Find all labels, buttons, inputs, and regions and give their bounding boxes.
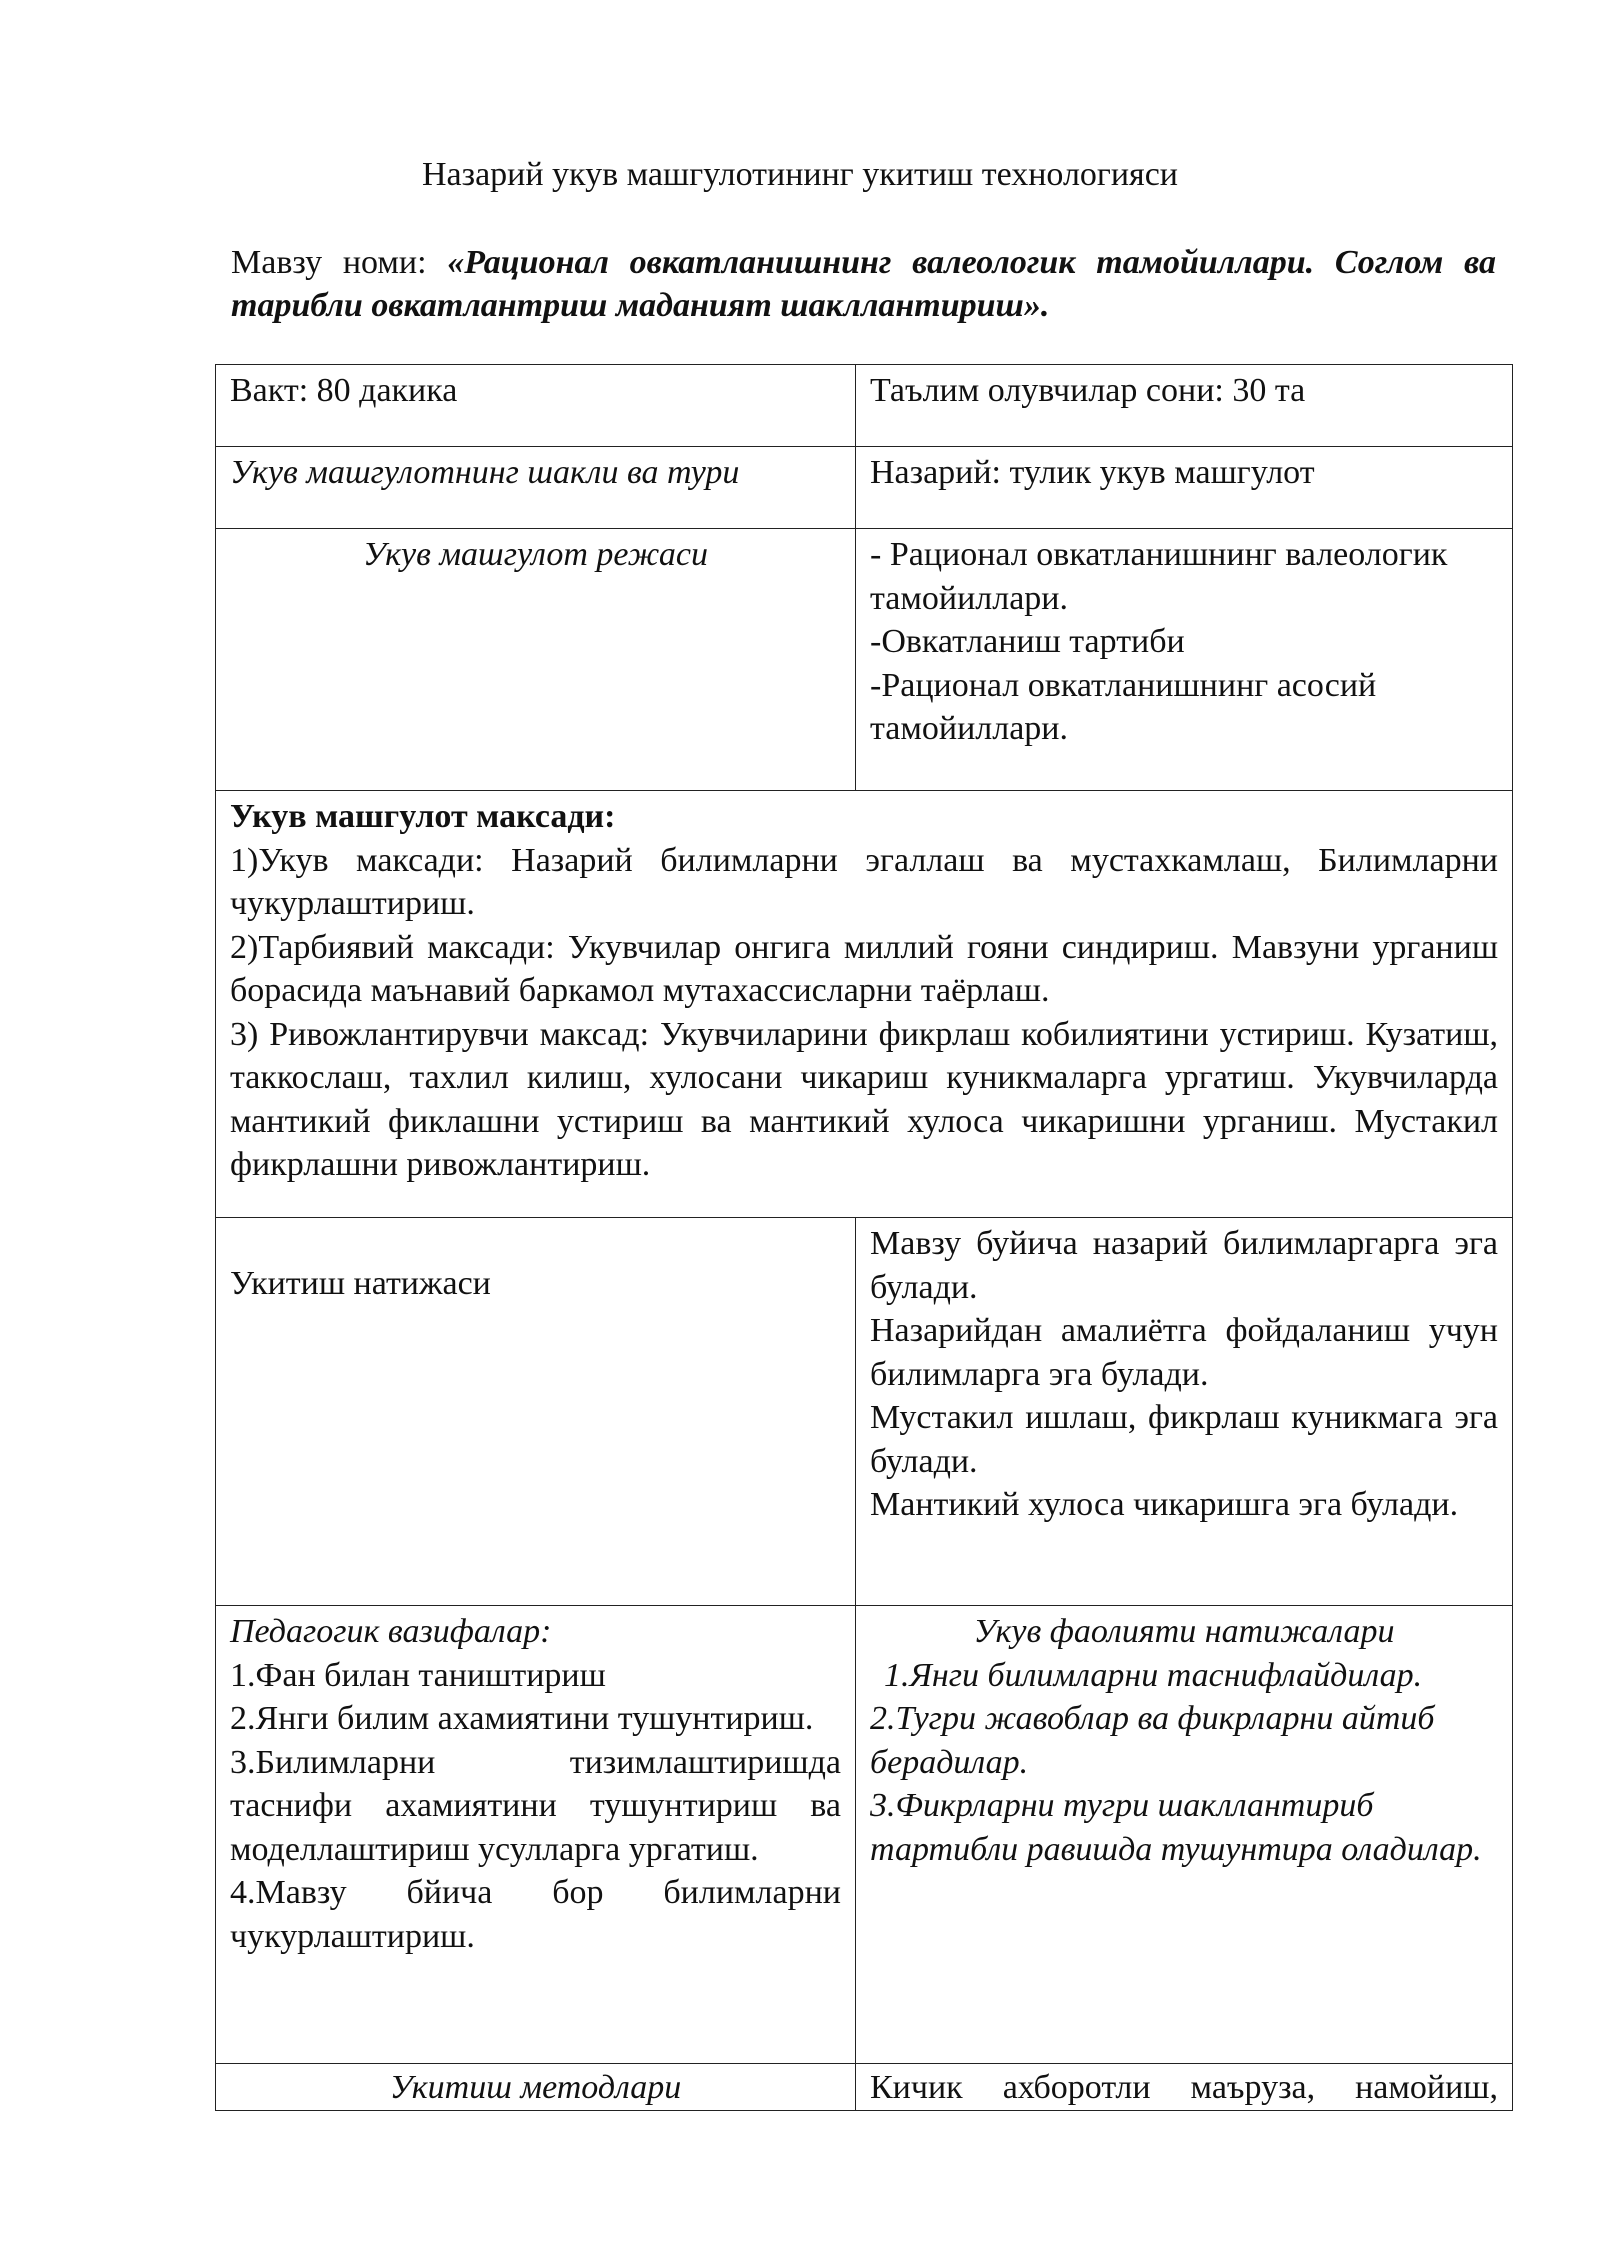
table-row [216,1218,1513,1606]
activity-result-item: 3.Фикрларни тугри шакллантириб тартибли равишда тушунтира оладилар. [870,1787,1482,1868]
activity-results-heading: Укув фаолияти натижалари [973,1613,1395,1650]
table-row [216,1606,1513,2064]
pedagogic-tasks-cell [216,1606,856,2064]
table-row [216,365,1513,447]
topic-name: «Рационал овкатланишнинг валеологик тамойиллари. Соглом ва тарибли овкатлантриш маданият шакллантириш». [231,244,1497,324]
pedagogic-task-item: 2.Янги билим ахамиятини тушунтириш. [230,1700,814,1737]
activity-result-item: 1.Янги билимларни таснифлайдилар. [884,1656,1423,1694]
activity-results-cell [856,1606,1513,2064]
form-value-cell: Назарий: тулик укув машгулот [856,447,1513,529]
result-label: Укитиш натижаси [230,1265,491,1302]
lesson-plan-table [215,364,1513,2111]
result-item: Мантикий хулоса чикаришга эга булади. [870,1486,1459,1523]
table-row [216,2064,1513,2111]
plan-item: -Овкатланиш тартиби [870,623,1185,660]
result-item: Назарийдан амалиётга фойдаланиш учун билимларга эга булади. [870,1312,1498,1393]
plan-label-cell: Укув машгулот режаси [216,529,856,791]
result-item: Мустакил ишлаш, фикрлаш куникмага эга булади. [870,1399,1498,1480]
pedagogic-tasks-heading: Педагогик вазифалар: [230,1613,552,1650]
time-cell: Вакт: 80 дакика [216,365,856,447]
topic-label: Мавзу номи: [231,244,427,281]
pedagogic-task-item: 3.Билимларни тизимлаштиришда таснифи ахамиятини тушунтириш ва моделлаштириш усулларга ургатиш. [230,1743,841,1868]
goal-item: 3) Ривожлантирувчи максад: Укувчиларини фикрлаш кобилиятини устириш. Кузатиш, таккослаш, тахлил килиш, хулосани чикариш куникмаларга ургатиш. Укувчиларда мантикий фиклашни устириш ва мантикий хулоса чикаришни урганиш. Мустакил фикрлашни ривожлантириш. [230,1015,1498,1183]
goal-item: 1)Укув максади: Назарий билимларни эгаллаш ва мустахкамлаш, Билимларни чукурлаштириш. [230,841,1498,922]
table-row [216,791,1513,1218]
methods-label-cell: Укитиш методлари [216,2064,856,2111]
form-label-cell: Укув машгулотнинг шакли ва тури [216,447,856,529]
plan-items-cell [856,529,1513,791]
result-items-cell [856,1218,1513,1606]
pedagogic-task-item: 4.Мавзу бйича бор билимларни чукурлаштириш. [230,1874,841,1955]
methods-value-cell: Кичик ахборотли маъруза, намойиш, [856,2064,1513,2111]
page-title: Назарий укув машгулотининг укитиш технологияси [422,156,1178,193]
activity-result-item: 2.Тугри жавоблар ва фикрларни айтиб берадилар. [870,1700,1435,1781]
table-row [216,529,1513,791]
pedagogic-task-item: 1.Фан билан таништириш [230,1656,606,1694]
table-row [216,447,1513,529]
plan-item: -Рационал овкатланишнинг асосий тамойиллари. [870,666,1377,747]
goals-heading: Укув машгулот максади: [230,798,616,835]
students-cell: Таълим олувчилар сони: 30 та [856,365,1513,447]
goals-cell [216,791,1513,1218]
goal-item: 2)Тарбиявий максади: Укувчилар онгига миллий гояни синдириш. Мавзуни урганиш борасида маънавий баркамол мутахассисларни таёрлаш. [230,928,1498,1009]
topic-line [231,241,1496,327]
plan-item: - Рационал овкатланишнинг валеологик тамойиллари. [870,536,1448,617]
result-item: Мавзу буйича назарий билимларгарга эга булади. [870,1225,1498,1306]
result-label-cell [216,1218,856,1606]
